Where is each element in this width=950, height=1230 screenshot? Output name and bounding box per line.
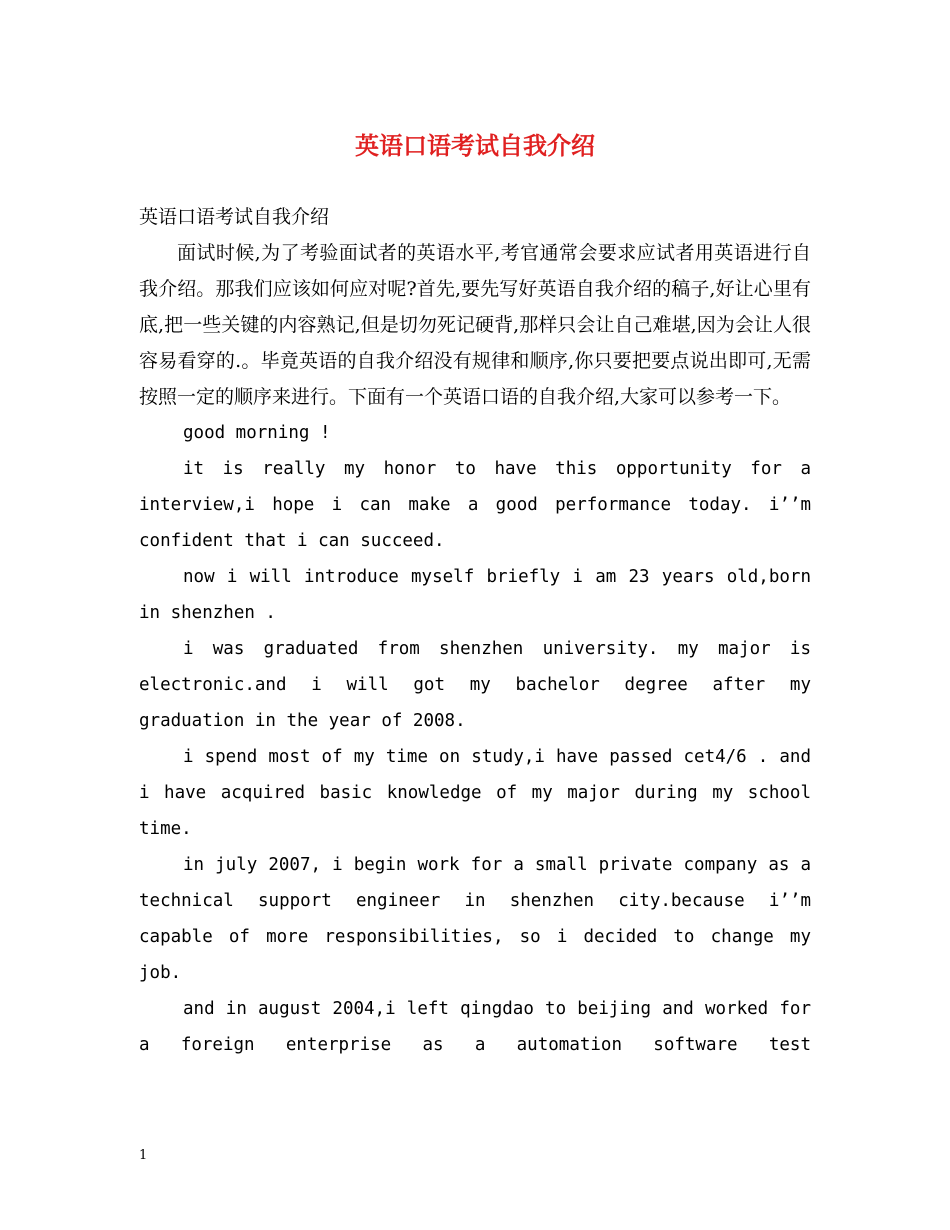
paragraph-honor: it is really my honor to have this opportunity for a interview,i hope i can make a good performance today. i’’m confident that i can succeed. [139,459,811,551]
document-subtitle: 英语口语考试自我介绍 [139,206,330,228]
document-body [139,199,811,1063]
page-title: 英语口语考试自我介绍 [355,131,595,160]
paragraph-education: i was graduated from shenzhen university. my major is electronic.and i will got my bachelor degree after my graduation in the year of 2008. [139,639,811,731]
paragraph-work-2007: in july 2007, i begin work for a small private company as a technical support engineer in shenzhen city.because i’’m capable of more responsibilities, so i decided to change my job. [139,855,811,983]
paragraph-greeting: good morning ! [183,423,331,443]
paragraph-work-2004: and in august 2004,i left qingdao to beijing and worked for a foreign enterprise as a automation software test [139,999,811,1055]
page-number: 1 [139,1148,148,1163]
intro-paragraph: 面试时候,为了考验面试者的英语水平,考官通常会要求应试者用英语进行自我介绍。那我们应该如何应对呢?首先,要先写好英语自我介绍的稿子,好让心里有底,把一些关键的内容熟记,但是切勿死记硬背,那样只会让自己难堪,因为会让人很容易看穿的.。毕竟英语的自我介绍没有规律和顺序,你只要把要点说出即可,无需按照一定的顺序来进行。下面有一个英语口语的自我介绍,大家可以参考一下。 [139,242,811,408]
paragraph-study: i spend most of my time on study,i have passed cet4/6 . and i have acquired basic knowledge of my major during my school time. [139,747,811,839]
paragraph-introduce: now i will introduce myself briefly i am 23 years old,born in shenzhen . [139,567,811,623]
